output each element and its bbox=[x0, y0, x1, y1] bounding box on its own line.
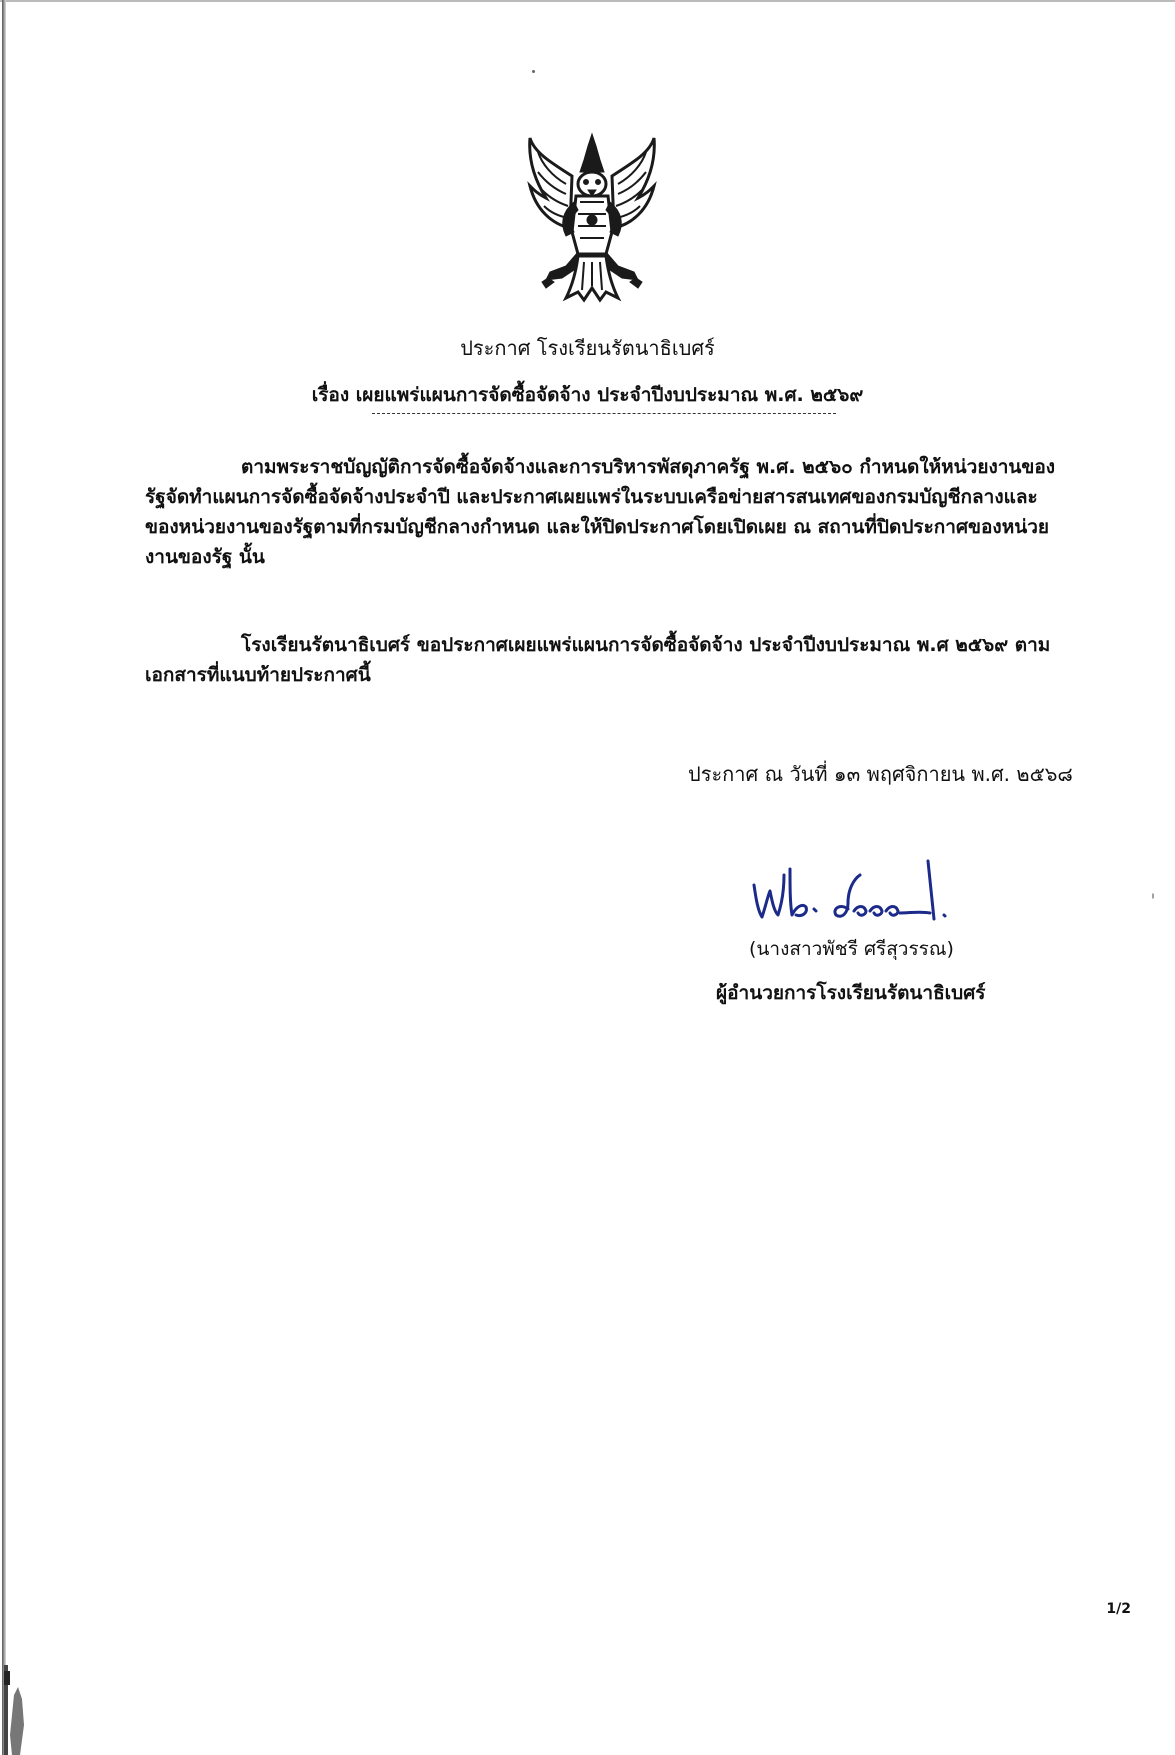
director-signature bbox=[750, 855, 960, 927]
title-divider bbox=[372, 413, 836, 414]
announcement-date: ประกาศ ณ วันที่ ๑๓ พฤศจิกายน พ.ศ. ๒๕๖๘ bbox=[688, 762, 1073, 786]
scan-speck bbox=[1152, 893, 1154, 899]
scan-artifact bbox=[4, 1665, 30, 1755]
scan-speck bbox=[532, 70, 535, 73]
announcement-subject: เรื่อง เผยแพร่แผนการจัดซื้อจัดจ้าง ประจำปีงบประมาณ พ.ศ. ๒๕๖๙ bbox=[311, 384, 864, 406]
signer-position: ผู้อำนวยการโรงเรียนรัตนาธิเบศร์ bbox=[716, 982, 986, 1004]
page-number: 1/2 bbox=[1106, 1601, 1131, 1617]
scan-edge-top bbox=[0, 0, 1175, 2]
announcement-title: ประกาศ โรงเรียนรัตนาธิเบศร์ bbox=[460, 336, 715, 360]
signer-name: (นางสาวพัชรี ศรีสุวรรณ) bbox=[749, 938, 954, 960]
body-paragraph-2: โรงเรียนรัตนาธิเบศร์ ขอประกาศเผยแพร่แผนการจัดซื้อจัดจ้าง ประจำปีงบประมาณ พ.ศ ๒๕๖๙ ตามเอกสารที่แนบท้ายประกาศนี้ bbox=[145, 634, 1051, 686]
body-paragraph-1: ตามพระราชบัญญัติการจัดซื้อจัดจ้างและการบริหารพัสดุภาครัฐ พ.ศ. ๒๕๖๐ กำหนดให้หน่วยงานของรัฐจัดทำแผนการจัดซื้อจัดจ้างประจำปี และประกาศเผยแพร่ในระบบเครือข่ายสารสนเทศของกรมบัญชีกลางและของหน่วยงานของรัฐตามที่กรมบัญชีกลางกำหนด และให้ปิดประกาศโดยเปิดเผย ณ สถานที่ปิดประกาศของหน่วยงานของรัฐ นั้น bbox=[145, 456, 1056, 568]
scan-edge-left bbox=[2, 0, 6, 1755]
garuda-emblem-icon bbox=[526, 132, 658, 304]
